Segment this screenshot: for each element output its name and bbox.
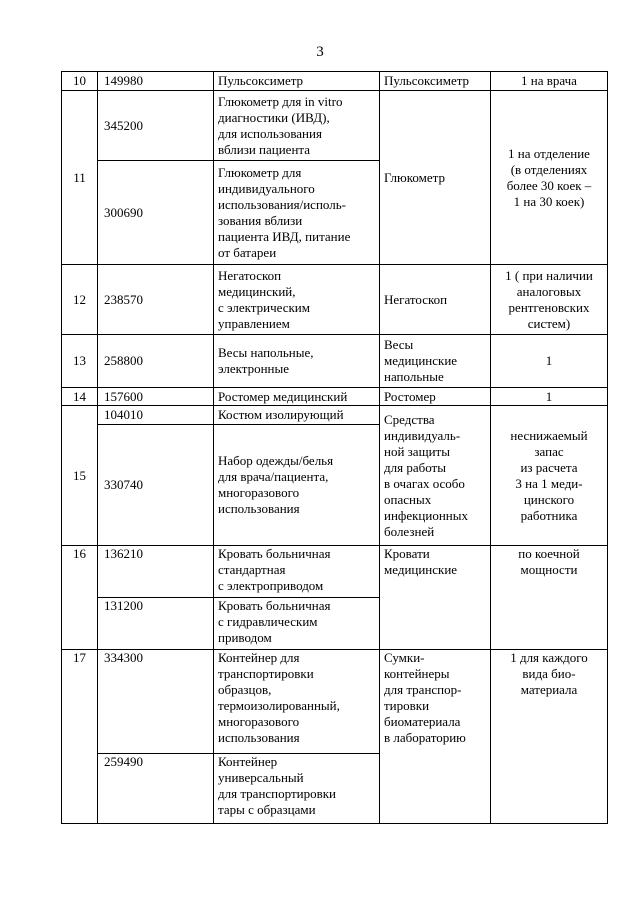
item-type: Негатоскоп — [380, 265, 491, 335]
item-code: 149980 — [98, 72, 214, 91]
item-name: Контейнер для транспортировки образцов, термоизолированный, многоразового использования — [214, 650, 380, 754]
table-row — [62, 91, 608, 161]
item-code: 345200 — [98, 91, 214, 161]
item-type: Пульсоксиметр — [380, 72, 491, 91]
equipment-table — [61, 71, 608, 824]
row-number: 11 — [62, 91, 98, 265]
item-type: Средства индивидуаль- ной защиты для работы в очагах особо опасных инфекционных болезней — [380, 406, 491, 546]
row-number: 13 — [62, 335, 98, 388]
item-name: Негатоскоп медицинский, с электрическим управлением — [214, 265, 380, 335]
item-quantity: 1 на врача — [491, 72, 608, 91]
item-type: Сумки- контейнеры для транспор- тировки биоматериала в лабораторию — [380, 650, 491, 824]
item-type: Весы медицинские напольные — [380, 335, 491, 388]
item-name: Контейнер универсальный для транспортировки тары с образцами — [214, 754, 380, 824]
item-code: 259490 — [98, 754, 214, 824]
item-code: 258800 — [98, 335, 214, 388]
table-row — [62, 546, 608, 598]
item-type: Кровати медицинские — [380, 546, 491, 650]
page-number: 3 — [316, 44, 324, 60]
table-row — [62, 265, 608, 335]
item-quantity: 1 — [491, 388, 608, 406]
table-row — [62, 406, 608, 425]
item-name: Глюкометр для индивидуального использования/исполь- зования вблизи пациента ИВД, питание от батареи — [214, 161, 380, 265]
item-name: Костюм изолирующий — [214, 406, 380, 425]
row-number: 16 — [62, 546, 98, 650]
row-number: 12 — [62, 265, 98, 335]
item-name: Кровать больничная стандартная с электроприводом — [214, 546, 380, 598]
item-code: 131200 — [98, 598, 214, 650]
item-quantity: 1 для каждого вида био- материала — [491, 650, 608, 824]
table-row — [62, 650, 608, 754]
item-name: Ростомер медицинский — [214, 388, 380, 406]
row-number: 14 — [62, 388, 98, 406]
item-quantity: неснижаемый запас из расчета 3 на 1 меди- цинского работника — [491, 406, 608, 546]
item-name: Весы напольные, электронные — [214, 335, 380, 388]
item-code: 157600 — [98, 388, 214, 406]
item-code: 330740 — [98, 425, 214, 546]
item-type: Ростомер — [380, 388, 491, 406]
item-quantity: по коечной мощности — [491, 546, 608, 650]
table-row — [62, 335, 608, 388]
item-name: Набор одежды/белья для врача/пациента, многоразового использования — [214, 425, 380, 546]
row-number: 17 — [62, 650, 98, 824]
item-name: Пульсоксиметр — [214, 72, 380, 91]
row-number: 15 — [62, 406, 98, 546]
item-name: Кровать больничная с гидравлическим приводом — [214, 598, 380, 650]
item-quantity: 1 ( при наличии аналоговых рентгеновских систем) — [491, 265, 608, 335]
table-row — [62, 388, 608, 406]
item-code: 238570 — [98, 265, 214, 335]
table-row — [62, 72, 608, 91]
item-name: Глюкометр для in vitro диагностики (ИВД), для использования вблизи пациента — [214, 91, 380, 161]
item-quantity: 1 на отделение (в отделениях более 30 коек – 1 на 30 коек) — [491, 91, 608, 265]
item-code: 334300 — [98, 650, 214, 754]
item-code: 104010 — [98, 406, 214, 425]
item-code: 300690 — [98, 161, 214, 265]
item-quantity: 1 — [491, 335, 608, 388]
item-code: 136210 — [98, 546, 214, 598]
row-number: 10 — [62, 72, 98, 91]
item-type: Глюкометр — [380, 91, 491, 265]
